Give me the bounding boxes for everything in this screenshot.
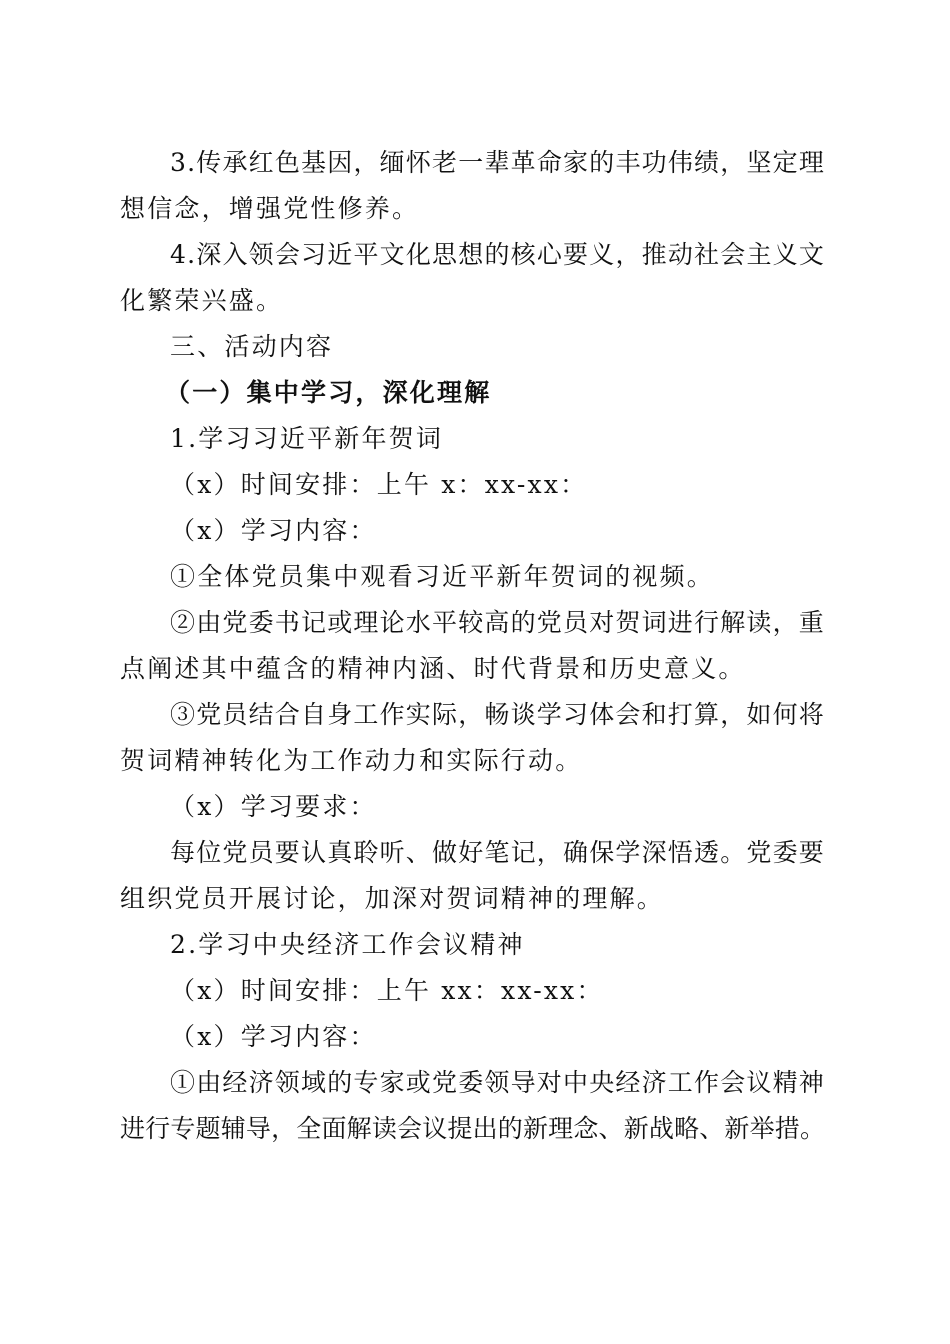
paragraph-line: 化繁荣兴盛。 xyxy=(120,286,284,315)
paragraph-line: ①由经济领域的专家或党委领导对中央经济工作会议精神 xyxy=(170,1068,826,1097)
paragraph-line: 4.深入领会习近平文化思想的核心要义，推动社会主义文 xyxy=(170,240,826,269)
paragraph-line: （x）学习要求： xyxy=(170,792,377,821)
paragraph-line: 想信念，增强党性修养。 xyxy=(120,194,420,223)
paragraph-line: （x）学习内容： xyxy=(170,1022,377,1051)
subsection-heading: （一）集中学习，深化理解 xyxy=(165,378,492,407)
paragraph-line: （x）时间安排：上午 xx：xx-xx： xyxy=(170,976,604,1005)
section-heading: 三、活动内容 xyxy=(170,332,334,361)
paragraph-line: 进行专题辅导，全面解读会议提出的新理念、新战略、新举措。 xyxy=(120,1114,825,1143)
paragraph-line: 每位党员要认真聆听、做好笔记，确保学深悟透。党委要 xyxy=(170,838,826,867)
paragraph-line: 贺词精神转化为工作动力和实际行动。 xyxy=(120,746,583,775)
paragraph-line: （x）学习内容： xyxy=(170,516,377,545)
paragraph-line: 点阐述其中蕴含的精神内涵、时代背景和历史意义。 xyxy=(120,654,746,683)
paragraph-line: （x）时间安排：上午 x：xx-xx： xyxy=(170,470,588,499)
paragraph-line: 3.传承红色基因，缅怀老一辈革命家的丰功伟绩，坚定理 xyxy=(170,148,826,177)
paragraph-line: ②由党委书记或理论水平较高的党员对贺词进行解读，重 xyxy=(170,608,826,637)
item-heading: 2.学习中央经济工作会议精神 xyxy=(170,930,525,959)
paragraph-line: 组织党员开展讨论，加深对贺词精神的理解。 xyxy=(120,884,665,913)
paragraph-line: ③党员结合自身工作实际，畅谈学习体会和打算，如何将 xyxy=(170,700,826,729)
item-heading: 1.学习习近平新年贺词 xyxy=(170,424,444,453)
paragraph-line: ①全体党员集中观看习近平新年贺词的视频。 xyxy=(170,562,715,591)
